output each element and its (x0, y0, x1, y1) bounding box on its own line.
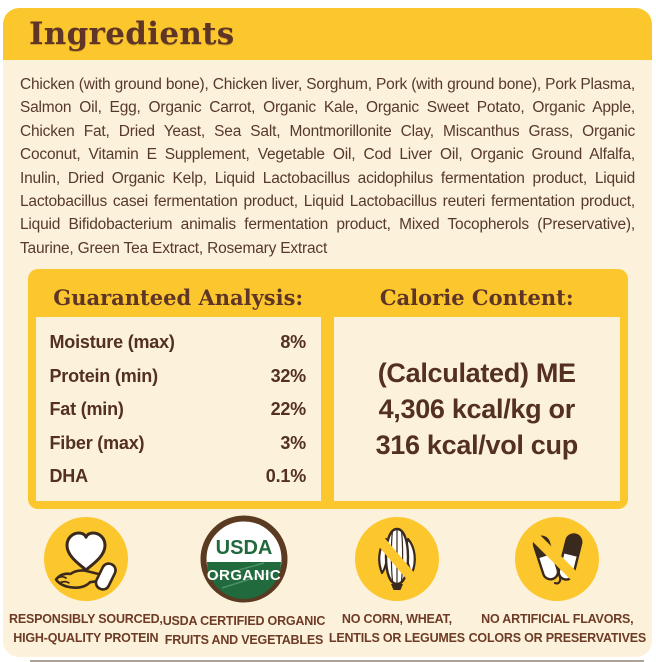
svg-text:USDA: USDA (215, 537, 273, 559)
no-pills-icon (515, 517, 599, 601)
pet-food-label (3, 8, 652, 657)
row-label: Fiber (max) (49, 432, 145, 453)
badge-row (3, 517, 652, 650)
ingredients-header-bar (3, 8, 652, 60)
table-row (50, 393, 307, 427)
badge-caption: NO CORN, WHEAT, LENTILS OR LEGUMES (328, 612, 465, 645)
no-corn-icon (355, 517, 439, 601)
guaranteed-analysis-table (36, 317, 322, 494)
usda-organic-seal-icon (200, 515, 288, 603)
row-label: DHA (49, 466, 88, 486)
page-title: Ingredients (29, 16, 235, 52)
guaranteed-analysis-title: Guaranteed Analysis: (53, 284, 304, 310)
badge-caption: USDA CERTIFIED ORGANIC FRUITS AND VEGETABLES (162, 614, 326, 647)
row-value: 0.1% (265, 466, 306, 486)
badge-caption: NO ARTIFICIAL FLAVORS, COLORS OR PRESERVATIVES (468, 612, 646, 645)
badge-no-corn (325, 517, 468, 650)
table-row (50, 360, 307, 394)
ingredients-paragraph: Chicken (with ground bone), Chicken liver, Sorghum, Pork (with ground bone), Pork Plasma, Salmon Oil, Egg, Organic Carrot, Organic Kale, Organic Sweet Potato, Organic Apple, Chicken Fat, Dried Yeast, Sea Salt, Montmorillonite Clay, Miscanthus Grass, Organic Coconut, Vitamin E Supplement, Vegetable Oil, Cod Liver Oil, Organic Ground Alfalfa, Inulin, Dried Organic Kelp, Liquid Lactobacillus acidophilus fermentation product, Liquid Lactobacillus casei fermentation product, Liquid Lactobacillus reuteri fermentation product, Liquid Bifidobacterium animalis fermentation product, Mixed Tocopherols (Preservative), Taurine, Green Tea Extract, Rosemary Extract (20, 76, 635, 257)
table-row (50, 326, 307, 360)
calorie-line: (Calculated) ME (377, 358, 576, 388)
calorie-content-panel (334, 317, 620, 501)
row-value: 22% (270, 399, 306, 419)
row-value: 32% (270, 365, 306, 386)
table-row (50, 460, 307, 494)
row-value: 3% (280, 432, 306, 453)
badge-caption: RESPONSIBLY SOURCED, HIGH-QUALITY PROTEIN (9, 612, 163, 645)
row-value: 8% (280, 332, 306, 352)
svg-text:ORGANIC: ORGANIC (206, 567, 282, 584)
row-label: Moisture (max) (49, 332, 175, 352)
calorie-line: 316 kcal/vol cup (375, 430, 578, 460)
table-row (50, 427, 307, 461)
badge-usda-organic (163, 517, 326, 650)
row-label: Fat (min) (49, 399, 124, 419)
heart-in-hand-icon (44, 517, 128, 601)
calorie-line: 4,306 kcal/kg or (378, 394, 575, 424)
analysis-panels (28, 269, 628, 509)
calorie-content-title: Calorie Content: (379, 284, 574, 310)
guaranteed-analysis-panel (36, 317, 322, 501)
row-label: Protein (min) (49, 365, 158, 386)
badge-responsibly-sourced (9, 517, 163, 650)
badge-no-artificial (469, 517, 646, 650)
